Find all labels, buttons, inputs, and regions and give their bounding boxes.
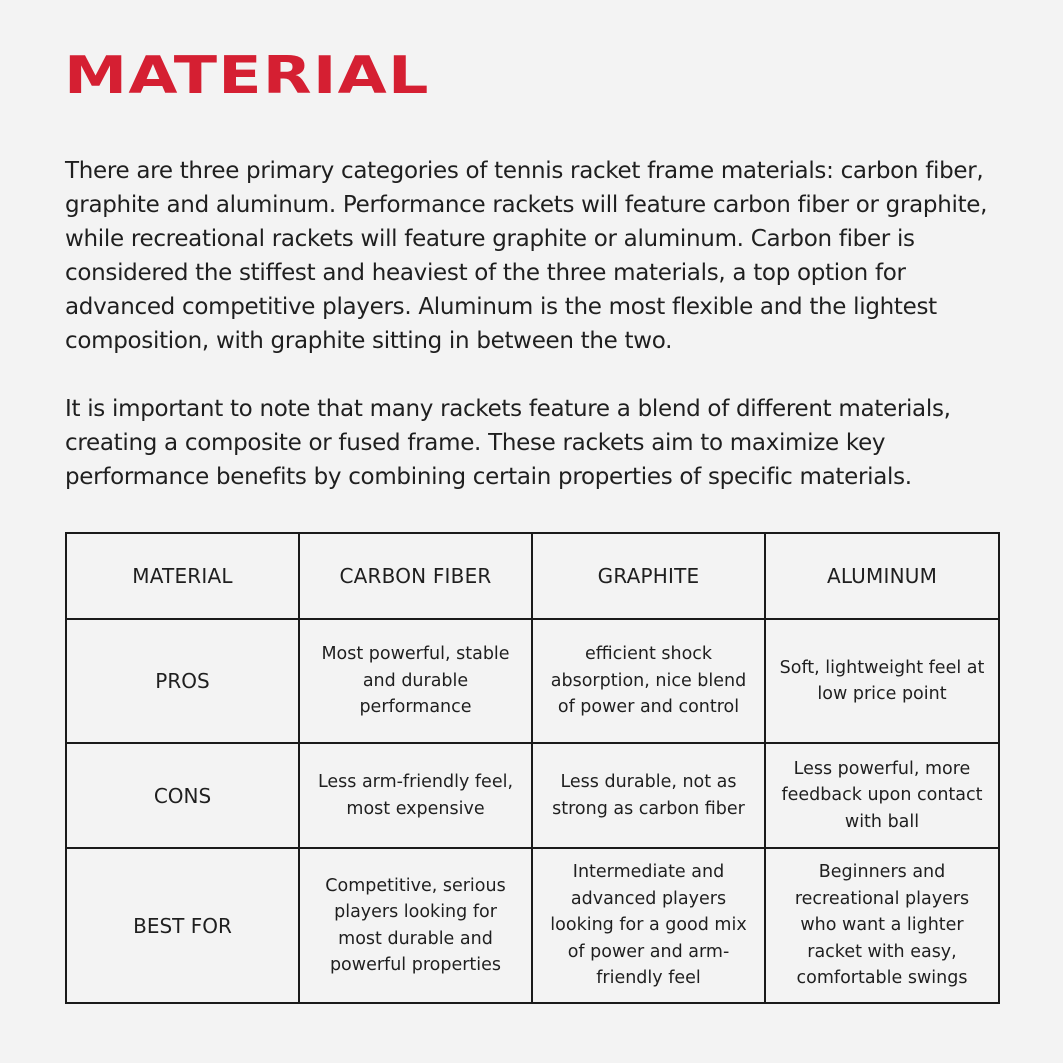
cell-cons-graphite: Less durable, not as strong as carbon fiber — [532, 743, 765, 848]
cell-best-graphite: Intermediate and advanced players looking for a good mix of power and arm-friendly feel — [532, 848, 765, 1003]
header-graphite: GRAPHITE — [532, 533, 765, 619]
cell-best-aluminum: Beginners and recreational players who want a lighter racket with easy, comfortable swings — [765, 848, 999, 1003]
header-carbon-fiber: CARBON FIBER — [299, 533, 532, 619]
table-header-row — [66, 533, 999, 619]
cell-best-carbon-fiber: Competitive, serious players looking for most durable and powerful properties — [299, 848, 532, 1003]
row-label-pros: PROS — [66, 619, 299, 743]
cell-cons-aluminum: Less powerful, more feedback upon contact with ball — [765, 743, 999, 848]
row-label-cons: CONS — [66, 743, 299, 848]
cell-pros-aluminum: Soft, lightweight feel at low price point — [765, 619, 999, 743]
cell-pros-carbon-fiber: Most powerful, stable and durable performance — [299, 619, 532, 743]
material-comparison-table — [65, 532, 1000, 1004]
intro-paragraph: There are three primary categories of tennis racket frame materials: carbon fiber, graphite and aluminum. Performance rackets will feature carbon fiber or graphite, while recreational rackets will feature graphite or aluminum. Carbon fiber is considered the stiffest and heaviest of the three materials, a top option for advanced competitive players. Aluminum is the most flexible and the lightest composition, with graphite sitting in between the two. — [65, 158, 988, 354]
row-label-best-for: BEST FOR — [66, 848, 299, 1003]
header-material: MATERIAL — [66, 533, 299, 619]
page-title: MATERIAL — [64, 46, 430, 106]
table-row-best-for — [66, 848, 999, 1003]
table-row-pros — [66, 619, 999, 743]
composite-paragraph: It is important to note that many rackets feature a blend of different materials, creating a composite or fused frame. These rackets aim to maximize key performance benefits by combining certain properties of specific materials. — [65, 396, 951, 490]
cell-cons-carbon-fiber: Less arm-friendly feel, most expensive — [299, 743, 532, 848]
table-row-cons — [66, 743, 999, 848]
cell-pros-graphite: efficient shock absorption, nice blend of power and control — [532, 619, 765, 743]
header-aluminum: ALUMINUM — [765, 533, 999, 619]
